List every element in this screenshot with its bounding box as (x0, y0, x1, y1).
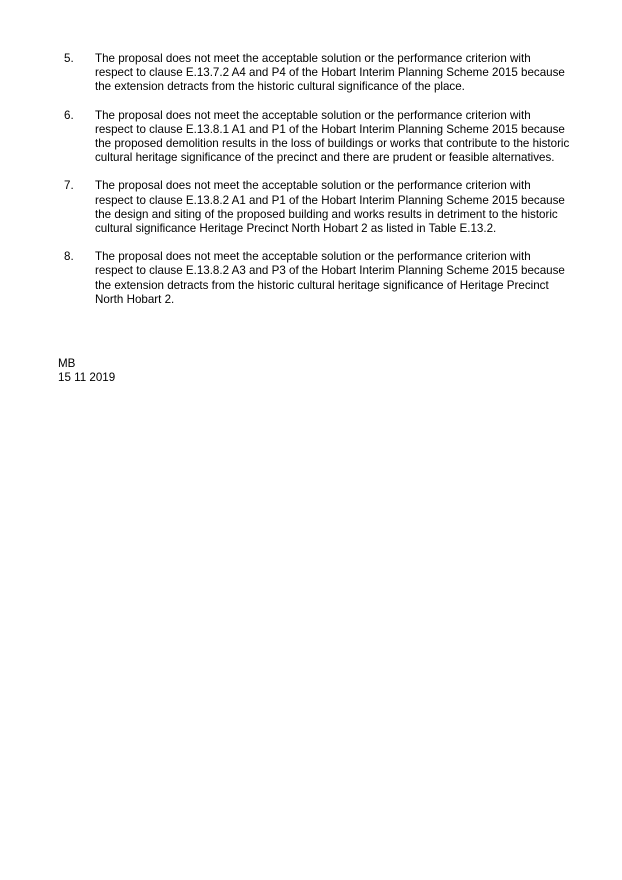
reason-item (60, 109, 570, 166)
signature-date: 15 11 2019 (58, 371, 116, 385)
reason-number: 6. (64, 108, 74, 122)
reason-text: The proposal does not meet the acceptable solution or the performance criterion with respect to clause E.13.8.1 A1 and P1 of the Hobart Interim Planning Scheme 2015 because the proposed demolition results in the loss of buildings or works that contribute to the historic cultural heritage significance of the precinct and there are prudent or feasible alternatives. (95, 108, 570, 165)
reason-text: The proposal does not meet the acceptable solution or the performance criterion with respect to clause E.13.8.2 A3 and P3 of the Hobart Interim Planning Scheme 2015 because the extension detracts from the historic cultural heritage significance of Heritage Precinct North Hobart 2. (95, 250, 565, 306)
reason-text: The proposal does not meet the acceptable solution or the performance criterion with respect to clause E.13.7.2 A4 and P4 of the Hobart Interim Planning Scheme 2015 because the extension detracts from the historic cultural significance of the place. (95, 52, 565, 94)
reason-number: 5. (64, 52, 74, 65)
signature-block (58, 357, 115, 385)
reason-item (60, 52, 570, 95)
reasons-list (60, 52, 570, 321)
reason-item (60, 250, 570, 307)
reason-text: The proposal does not meet the acceptable solution or the performance criterion with respect to clause E.13.8.2 A1 and P1 of the Hobart Interim Planning Scheme 2015 because the design and siting of the proposed building and works results in detriment to the historic cultural significance Heritage Precinct North Hobart 2 as listed in Table E.13.2. (95, 179, 565, 236)
reason-number: 8. (64, 250, 74, 264)
reason-number: 7. (64, 179, 74, 193)
signature-initials: MB (58, 357, 76, 370)
reason-item (60, 179, 570, 236)
